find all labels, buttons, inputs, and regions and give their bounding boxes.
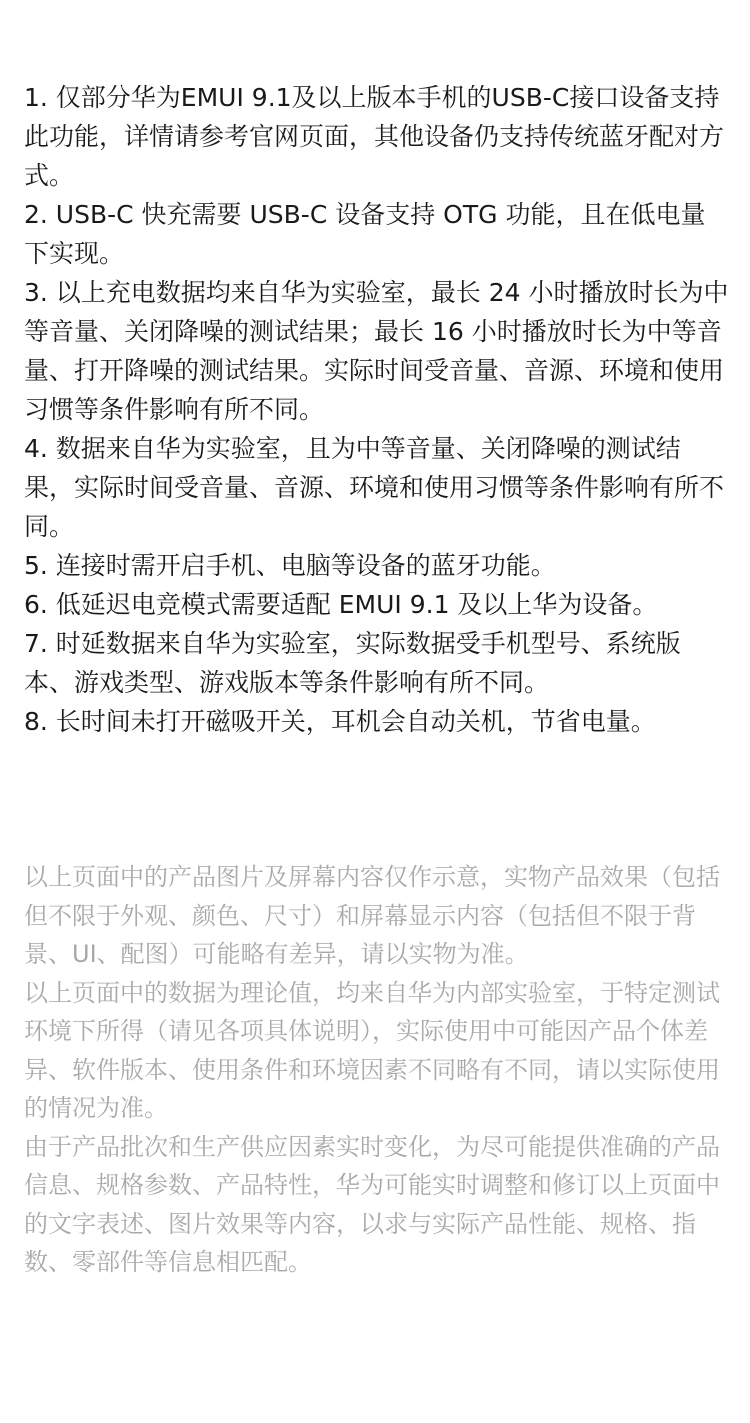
footnote-item: 1. 仅部分华为EMUI 9.1及以上版本手机的USB-C接口设备支持此功能，详情请参考官网页面，其他设备仍支持传统蓝牙配对方式。 <box>24 83 725 190</box>
footnotes-list <box>24 78 730 741</box>
footnote-item: 4. 数据来自华为实验室，且为中等音量、关闭降噪的测试结果，实际时间受音量、音源、环境和使用习惯等条件影响有所不同。 <box>24 434 725 541</box>
footnote-item: 6. 低延迟电竞模式需要适配 EMUI 9.1 及以上华为设备。 <box>24 590 658 619</box>
disclaimer-paragraph: 由于产品批次和生产供应因素实时变化，为尽可能提供准确的产品信息、规格参数、产品特性，华为可能实时调整和修订以上页面中的文字表述、图片效果等内容，以求与实际产品性能、规格、指数、零部件等信息相匹配。 <box>24 1132 720 1276</box>
footnote-item: 2. USB-C 快充需要 USB-C 设备支持 OTG 功能，且在低电量下实现。 <box>24 200 706 268</box>
footnote-item: 7. 时延数据来自华为实验室，实际数据受手机型号、系统版本、游戏类型、游戏版本等条件影响有所不同。 <box>24 629 681 697</box>
footnote-item: 3. 以上充电数据均来自华为实验室，最长 24 小时播放时长为中等音量、关闭降噪的测试结果；最长 16 小时播放时长为中等音量、打开降噪的测试结果。实际时间受音量、音源、环境和使用习惯等条件影响有所不同。 <box>24 278 729 424</box>
disclaimer-paragraph: 以上页面中的数据为理论值，均来自华为内部实验室，于特定测试环境下所得（请见各项具体说明），实际使用中可能因产品个体差异、软件版本、使用条件和环境因素不同略有不同，请以实际使用的情况为准。 <box>24 978 720 1122</box>
disclaimer-paragraph: 以上页面中的产品图片及屏幕内容仅作示意，实物产品效果（包括但不限于外观、颜色、尺寸）和屏幕显示内容（包括但不限于背景、UI、配图）可能略有差异，请以实物为准。 <box>24 863 720 968</box>
footnote-item: 5. 连接时需开启手机、电脑等设备的蓝牙功能。 <box>24 551 556 580</box>
footnote-item: 8. 长时间未打开磁吸开关，耳机会自动关机，节省电量。 <box>24 707 656 736</box>
disclaimer-section <box>24 858 730 1282</box>
